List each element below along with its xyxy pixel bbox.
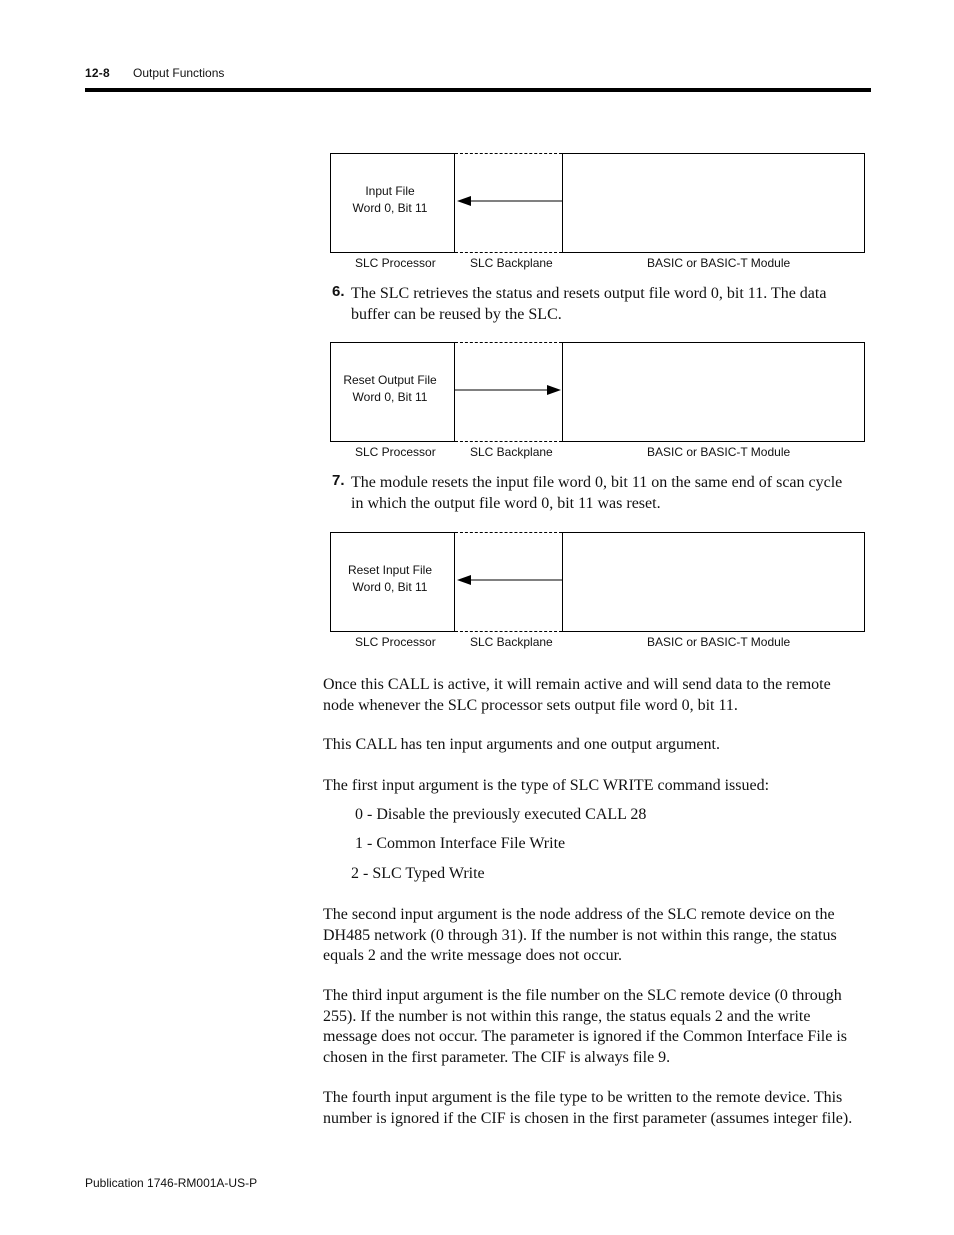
text-line: equals 2 and the write message does not occur. [323,947,623,964]
option-0: 0 - Disable the previously executed CALL 28 [355,806,647,823]
text-line: Once this CALL is active, it will remain active and will send data to the remote [323,676,831,693]
option-1: 1 - Common Interface File Write [355,835,566,852]
label-slc-backplane: SLC Backplane [470,445,553,459]
step-line: The module resets the input file word 0, bit 11 on the same end of scan cycle [351,474,843,491]
paragraph-fourth-argument [323,1088,871,1129]
text-line: The fourth input argument is the file type to be written to the remote device. This [323,1089,843,1106]
step-line: in which the output file word 0, bit 11 was reset. [351,495,661,512]
label-slc-backplane: SLC Backplane [470,635,553,649]
text-line: 255). If the number is not within this range, the status equals 2 and the write [323,1007,811,1025]
label-basic-module: BASIC or BASIC-T Module [647,256,791,270]
publication-footer: Publication 1746-RM001A-US-P [85,1176,258,1190]
text-line: The first input argument is the type of SLC WRITE command issued: [323,777,770,794]
box-text-line1: Reset Input File [347,563,433,577]
label-slc-processor: SLC Processor [355,256,436,270]
header-rule [85,88,871,92]
page-number: 12-8 [85,66,110,80]
text-line: node whenever the SLC processor sets output file word 0, bit 11. [323,696,738,714]
box-text-line2: Word 0, Bit 11 [352,390,428,404]
step-line: The SLC retrieves the status and resets output file word 0, bit 11. The data [351,285,827,302]
diagram-reset-input-file [330,532,866,649]
text-line: This CALL has ten input arguments and one output argument. [323,736,720,753]
step-6 [332,283,872,325]
label-basic-module: BASIC or BASIC-T Module [647,445,791,459]
paragraph-first-argument [323,776,871,797]
paragraph-second-argument [323,905,871,967]
text-line: DH485 network (0 through 31). If the number is not within this range, the status [323,926,837,944]
text-line: The second input argument is the node address of the SLC remote device on the [323,906,835,923]
option-2: 2 - SLC Typed Write [351,865,485,882]
diagram-reset-output-file [330,342,866,459]
step-number: 7. [332,472,345,489]
label-slc-processor: SLC Processor [355,635,436,649]
arrow-left-icon [330,153,866,253]
text-line: The third input argument is the file number on the SLC remote device (0 through [323,987,842,1004]
label-slc-backplane: SLC Backplane [470,256,553,270]
paragraph-call-active [323,675,871,716]
section-title: Output Functions [133,66,225,80]
step-number: 6. [332,283,345,300]
diagram-input-file [330,153,866,270]
label-basic-module: BASIC or BASIC-T Module [647,635,791,649]
arrow-right-icon [330,342,866,442]
step-7 [332,472,872,514]
arrow-left-icon [330,532,866,632]
label-slc-processor: SLC Processor [355,445,436,459]
text-line: message does not occur. The parameter is ignored if the Common Interface File is [323,1028,847,1045]
box-text-line1: Input File [365,184,415,198]
text-line: chosen in the first parameter. The CIF is always file 9. [323,1048,671,1066]
box-text-line1: Reset Output File [343,373,437,387]
step-line: buffer can be reused by the SLC. [351,306,562,323]
text-line: number is ignored if the CIF is chosen in the first parameter (assumes integer file). [323,1109,853,1127]
paragraph-third-argument [323,986,871,1068]
box-text-line2: Word 0, Bit 11 [352,580,428,594]
paragraph-arguments [323,735,871,756]
box-text-line2: Word 0, Bit 11 [352,201,428,215]
